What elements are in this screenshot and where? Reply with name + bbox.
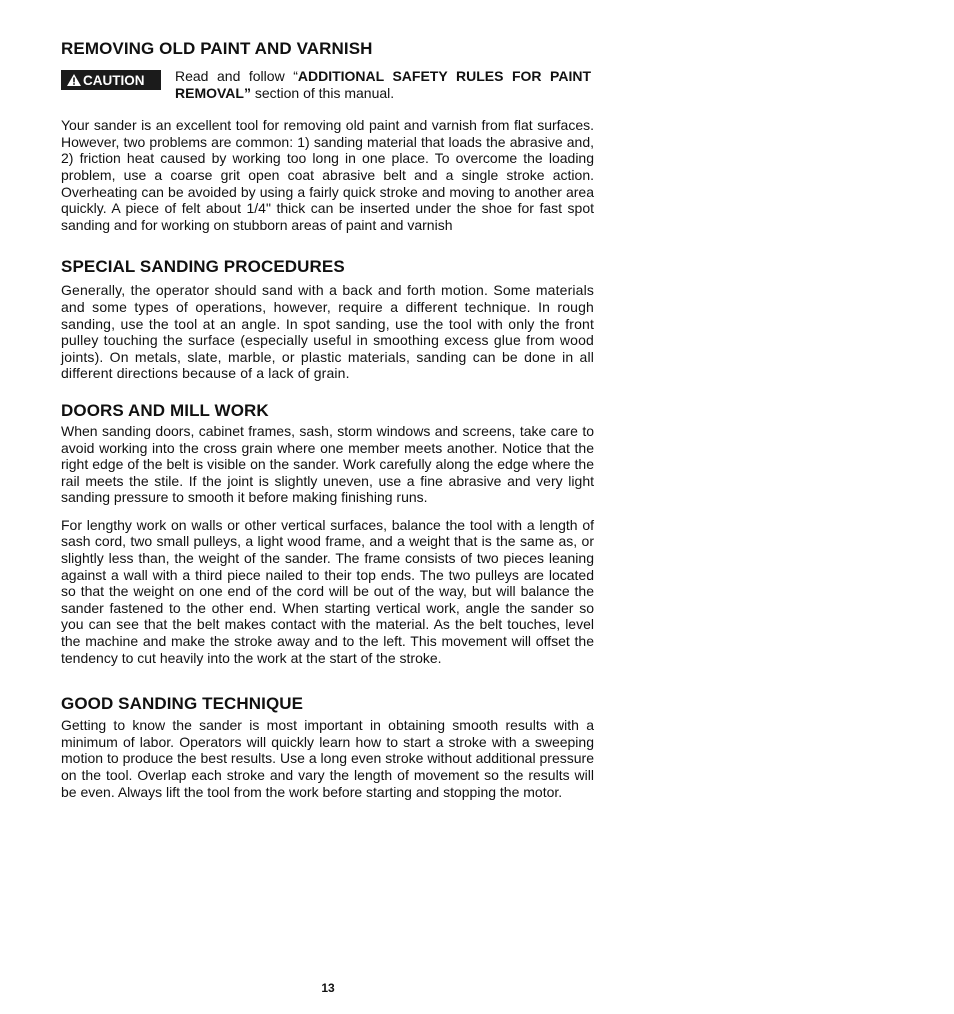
heading-removing-old-paint: REMOVING OLD PAINT AND VARNISH — [61, 39, 373, 58]
caution-notice — [61, 68, 594, 101]
warning-triangle-icon — [67, 74, 81, 86]
caution-badge — [61, 70, 161, 90]
caution-text-after: section of this manual. — [250, 84, 395, 101]
paragraph-paint-removal: Your sander is an excellent tool for removing old paint and varnish from flat surfaces. However, two problems are common: 1) sanding material that loads the abrasive and, 2) friction heat caused by working too long in one place. To overcome the loading problem, use a coarse grit open coat abrasive belt and a single stroke action. Overheating can be avoided by using a fairly quick stroke and moving to another area quickly. A piece of felt about 1/4" thick can be inserted under the shoe for fast spot sanding and for working on stubborn areas of paint and varnish — [61, 117, 594, 233]
paragraph-good-sanding: Getting to know the sander is most important in obtaining smooth results with a minimum of labor. Operators will quickly learn how to start a stroke with a sweeping motion to produce the best results. Use a long even stroke without additional pressure on the tool. Overlap each stroke and vary the length of movement so the results will be even. Always lift the tool from the work before starting and stopping the motor. — [61, 717, 594, 800]
heading-doors-mill-work: DOORS AND MILL WORK — [61, 400, 269, 420]
caution-text — [175, 68, 591, 101]
caution-text-before: Read and follow “ — [175, 68, 298, 84]
paragraph-doors-2: For lengthy work on walls or other vertical surfaces, balance the tool with a length of sash cord, two small pulleys, a light wood frame, and a weight that is the same as, or slightly less than, the weight of the sander. The frame consists of two pieces leaning against a wall with a third piece nailed to their top ends. The two pulleys are located so that the weight on one end of the cord will be out of the way, but will balance the sander fastened to the other end. When starting vertical work, angle the sander so you can see that the belt makes contact with the material. As the belt touches, level the machine and make the stroke away and to the left. This movement will offset the tendency to cut heavily into the work at the start of the stroke. — [61, 516, 594, 666]
page-number: 13 — [321, 981, 335, 995]
caution-text-bold: ADDITIONAL SAFETY RULES FOR PAINT REMOVAL” — [175, 68, 591, 101]
paragraph-doors-1: When sanding doors, cabinet frames, sash, storm windows and screens, take care to avoid working into the cross grain where one member meets another. Notice that the right edge of the belt is visible on the sander. Work carefully along the edge where the rail meets the stile. If the joint is slightly uneven, use a fine abrasive and very light sanding pressure to smooth it before making finishing runs. — [61, 422, 594, 506]
content-column — [61, 38, 594, 800]
caution-label: CAUTION — [83, 72, 145, 88]
paragraph-special-sanding: Generally, the operator should sand with a back and forth motion. Some materials and some types of operations, however, require a different technique. In rough sanding, use the tool at an angle. In spot sanding, use the tool with only the front pulley touching the surface (especially useful in smoothing excess glue from wood joints). On metals, slate, marble, or plastic materials, sanding can be done in all different directions because of a lack of grain. — [61, 282, 594, 382]
heading-special-sanding: SPECIAL SANDING PROCEDURES — [61, 257, 345, 277]
heading-good-sanding: GOOD SANDING TECHNIQUE — [61, 694, 304, 714]
